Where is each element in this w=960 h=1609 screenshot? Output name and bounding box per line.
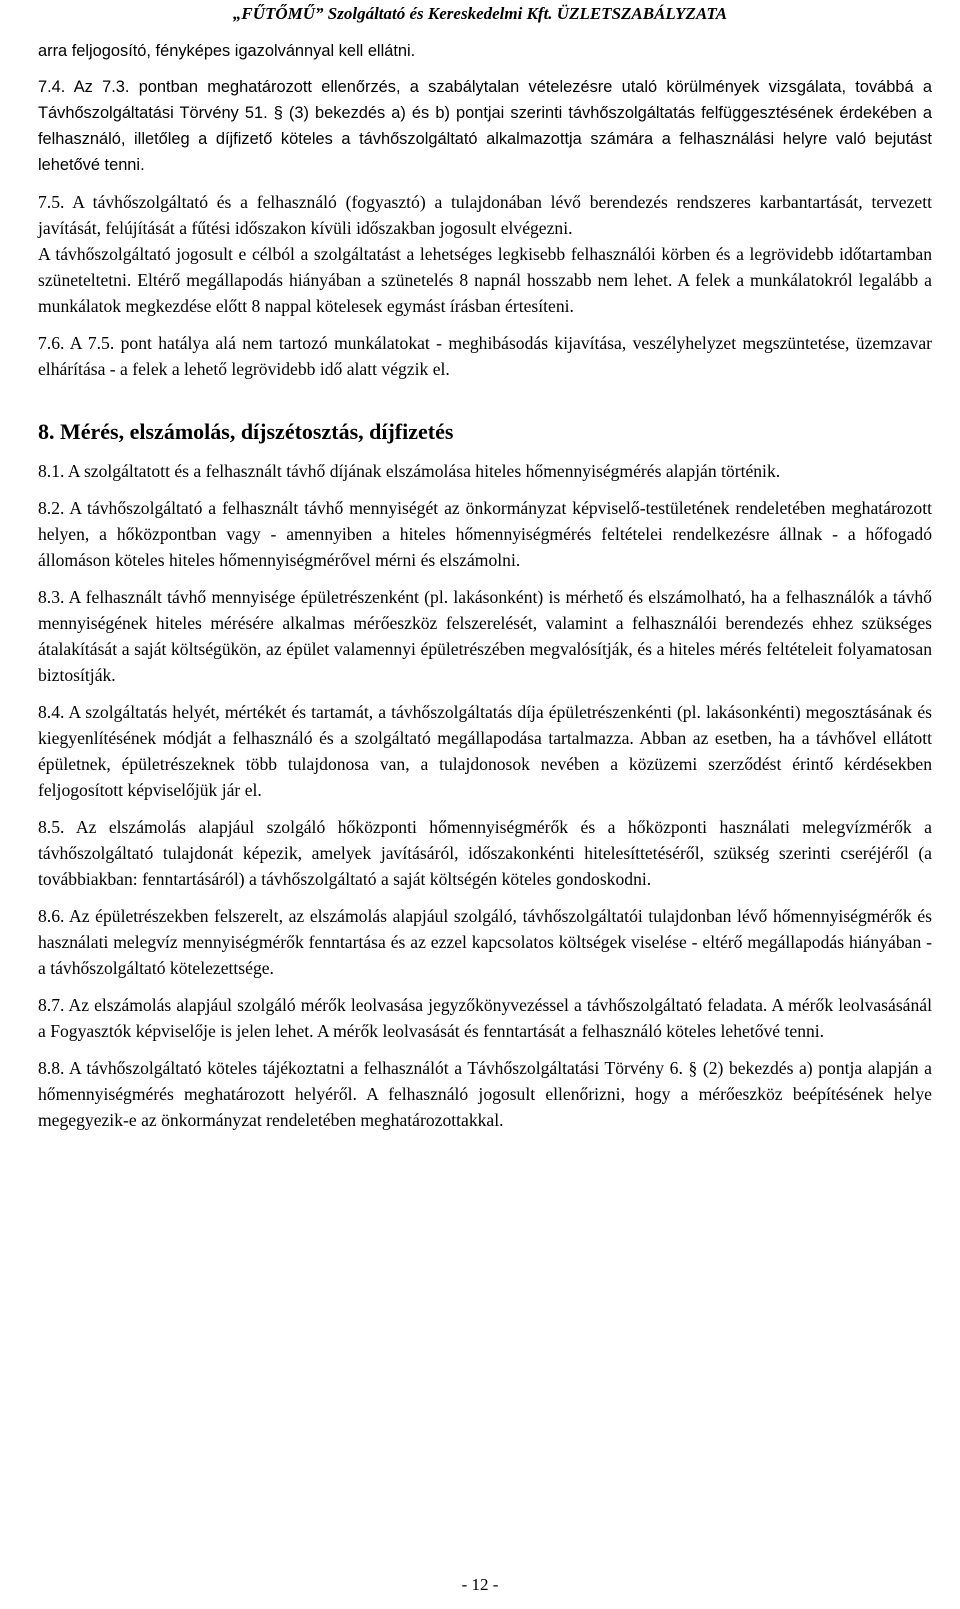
paragraph-text: A szolgáltatott és a felhasznált távhő díjának elszámolása hiteles hőmennyiségmérés alapján történik. [67,461,781,481]
paragraph-8-1 [38,458,932,484]
paragraph-8-2 [38,495,932,573]
paragraph-text: A távhőszolgáltató és a felhasználó (fogyasztó) a tulajdonában lévő berendezés rendszeres karbantartását, tervezett javítását, felújítását a fűtési időszakon kívüli időszakban jogosult elvégezni. [38,192,932,238]
paragraph-text: A távhőszolgáltató köteles tájékoztatni a felhasználót a Távhőszolgáltatási Törvény 6. § (2) bekezdés a) pontja alapján a hőmennyiségmérés meghatározott helyéről. A felhasználó jogosult ellenőrizni, hogy a mérőeszköz beépítésének helye megegyezik-e az önkormányzat rendeletében meghatározottakkal. [38,1058,932,1130]
page-number: - 12 - [461,1575,499,1594]
page-header: „FŰTŐMŰ” Szolgáltató és Kereskedelmi Kft. ÜZLETSZABÁLYZATA [232,4,728,23]
paragraph-number: 8.8. [38,1058,65,1078]
paragraph-text: A 7.5. pont hatálya alá nem tartozó munkálatokat - meghibásodás kijavítása, veszélyhelyzet megszüntetése, üzemzavar elhárítása - a felek a lehető legrövidebb idő alatt végzik el. [38,333,932,379]
paragraph-number: 8.3. [38,587,65,607]
paragraph-number: 7.5. [38,192,65,212]
paragraph-text: A szolgáltatás helyét, mértékét és tartamát, a távhőszolgáltatás díja épületrészenkénti (pl. lakásonkénti) megosztásának és kiegyenlítésének módját a felhasználó és a szolgáltató megállapodása tartalmazza. Abban az esetben, ha a távhővel ellátott épületnek, épületrészeknek több tulajdonosa van, a tulajdonosok nevében a közüzemi szerződést érintő kérdésekben feljogosított képviselőjük jár el. [38,702,932,800]
paragraph-7-5 [38,189,932,241]
paragraph-8-6 [38,903,932,981]
intro-line: arra feljogosító, fényképes igazolvánnyal kell ellátni. [38,42,416,60]
paragraph-number: 8.2. [38,498,65,518]
section-8-title: 8. Mérés, elszámolás, díjszétosztás, díjfizetés [38,419,454,444]
paragraph-8-4 [38,699,932,803]
document-body [38,38,932,1144]
paragraph-number: 7.6. [38,333,65,353]
paragraph-8-8 [38,1055,932,1133]
paragraph-number: 7.4. [38,78,66,96]
paragraph-8-3 [38,584,932,688]
paragraph-text: Az elszámolás alapjául szolgáló mérők leolvasása jegyzőkönyvezéssel a távhőszolgáltató feladata. A mérők leolvasásánál a Fogyasztók képviselője is jelen lehet. A mérők leolvasását és fenntartását a felhasználó köteles lehetővé tenni. [38,995,932,1041]
paragraph-number: 8.7. [38,995,65,1015]
paragraph-7-4 [38,74,932,178]
paragraph-text: Az 7.3. pontban meghatározott ellenőrzés, a szabálytalan vételezésre utaló körülmények vizsgálata, továbbá a Távhőszolgáltatási Törvény 51. § (3) bekezdés a) és b) pontjai szerinti távhőszolgáltatás felfüggesztésének érdekében a felhasználó, illetőleg a díjfizető köteles a távhőszolgáltató alkalmazottja számára a felhasználási helyre való bejutást lehetővé tenni. [38,78,932,174]
paragraph-7-6 [38,330,932,382]
paragraph-8-5 [38,814,932,892]
paragraph-8-7 [38,992,932,1044]
paragraph-number: 8.1. [38,461,65,481]
paragraph-text: A felhasznált távhő mennyisége épületrészenként (pl. lakásonként) is mérhető és elszámolható, ha a felhasználók a távhő mennyiségének hiteles mérésére alkalmas mérőeszköz felszerelését, valamint a felhasználói berendezés ehhez szükséges átalakítását a saját költségükön, az épület valamennyi épületrészében megvalósítják, és a hiteles mérés feltételeit folyamatosan biztosítják. [38,587,932,685]
paragraph-text: Az épületrészekben felszerelt, az elszámolás alapjául szolgáló, távhőszolgáltatói tulajdonban lévő hőmennyiségmérők és használati melegvíz mennyiségmérők fenntartása és az ezzel kapcsolatos költségek viselése - eltérő megállapodás hiányában - a távhőszolgáltató kötelezettsége. [38,906,932,978]
paragraph-text: Az elszámolás alapjául szolgáló hőközponti hőmennyiségmérők és a hőközponti használati melegvízmérők a távhőszolgáltató tulajdonát képezik, amelyek javításáról, időszakonkénti hitelesíttetéséről, szükség szerinti cseréjéről (a továbbiakban: fenntartásáról) a távhőszolgáltató a saját költségén köteles gondoskodni. [38,817,932,889]
paragraph-number: 8.4. [38,702,65,722]
paragraph-7-5-continued: A távhőszolgáltató jogosult e célból a szolgáltatást a lehetséges legkisebb felhasználói körben és a legrövidebb időtartamban szüneteltetni. Eltérő megállapodás hiányában a szünetelés 8 napnál hosszabb nem lehet. A felek a munkálatokról legalább a munkálatok megkezdése előtt 8 nappal kötelesek egymást írásban értesíteni. [38,244,932,316]
paragraph-text: A távhőszolgáltató a felhasznált távhő mennyiségét az önkormányzat képviselő-testületének rendeletében meghatározott helyen, a hőközpontban vagy - amennyiben a hiteles hőmennyiségmérés feltételei rendelkezésre állnak - a hőfogadó állomáson köteles hiteles hőmennyiségmérővel mérni és elszámolni. [38,498,932,570]
paragraph-number: 8.5. [38,817,65,837]
paragraph-number: 8.6. [38,906,65,926]
